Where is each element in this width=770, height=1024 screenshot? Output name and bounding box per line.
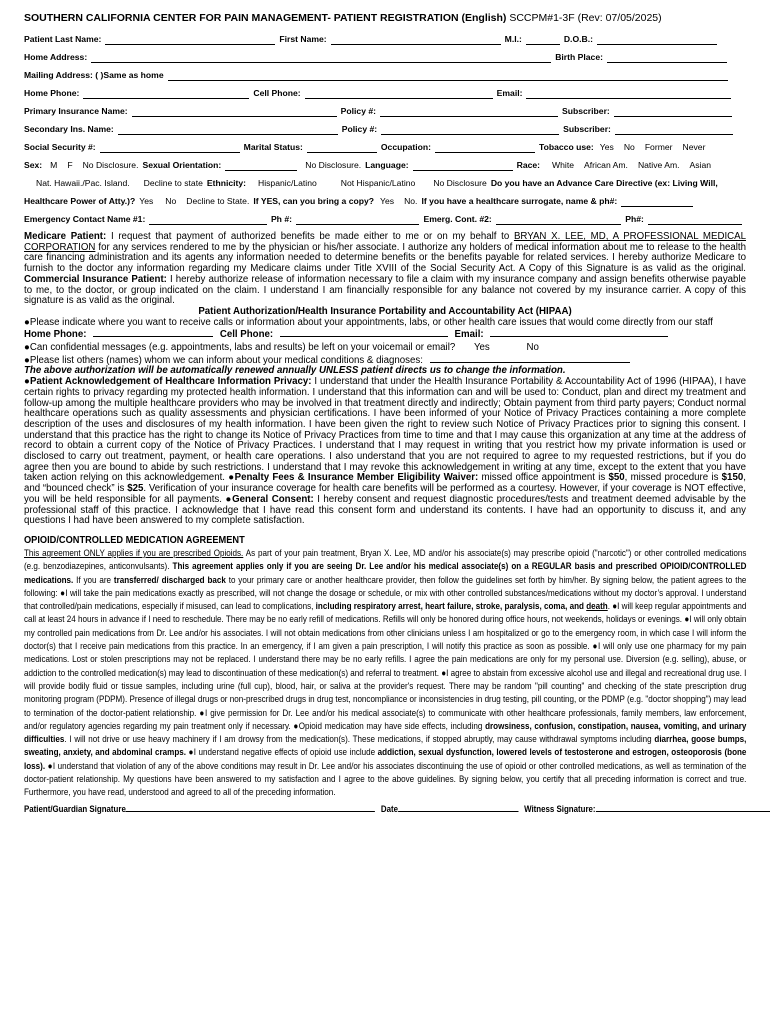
opioid-text-3: to your primary care or another healthcare provider, then follow the guidelines set forth by him/her. By signing below, the patient agrees to the following: ●I will take the pain medications exactly as prescribed, will not change the dosage or schedule, or mix with other controlled substances/medications without my doctor’s approval. I understand that controlled/pain medications, especially if misused, can lead to complications, <box>24 573 747 612</box>
hipaa-ack-paragraph <box>24 377 746 527</box>
opioid-bold-6: addiction, sexual dysfunction, lowered levels of testosterone and estrogen, osteoporosis (bone loss). <box>24 746 747 771</box>
form-code: SCCPM#1-3F (Rev: 07/05/2025) <box>509 12 662 24</box>
secondary-policy-field[interactable] <box>381 124 559 135</box>
marital-label: Marital Status: <box>243 142 303 152</box>
primary-subscriber-label: Subscriber: <box>562 106 610 116</box>
tobacco-no[interactable]: No <box>623 142 635 152</box>
surrogate-label: If you have a healthcare surrogate, name & ph#: <box>421 196 618 206</box>
sex-label: Sex: <box>24 160 43 170</box>
dob-field[interactable] <box>597 34 717 45</box>
row-emergency <box>24 210 746 228</box>
home-address-label: Home Address: <box>24 52 88 62</box>
hipaa-email-label: Email: <box>454 329 484 341</box>
opioid-agreement <box>24 546 746 799</box>
marital-field[interactable] <box>307 142 377 153</box>
row-hcpoa <box>24 192 746 210</box>
sex-m[interactable]: M <box>50 160 58 170</box>
provider-name: BRYAN X. LEE, MD, A PROFESSIONAL MEDICAL CORPORATION <box>24 231 746 253</box>
bring-copy-label: If YES, can you bring a copy? <box>253 196 375 206</box>
occupation-label: Occupation: <box>380 142 432 152</box>
opioid-text-5: . I will not drive or use heavy machinery if I am drowsy from the medication(s). These medications, if stopped abruptly, may cause withdrawal symptoms including <box>64 733 652 745</box>
date-field[interactable] <box>398 801 518 812</box>
opioid-text-2: If you are <box>76 573 112 585</box>
advance-directive-label: Do you have an Advance Care Directive (ex: Living Will, <box>490 178 718 188</box>
row-phones <box>24 84 746 102</box>
fees-text-2: , missed procedure is <box>624 472 719 484</box>
orientation-field[interactable] <box>225 160 297 171</box>
ack-label: ●Patient Acknowledgement of Healthcare Information Privacy: <box>24 376 312 388</box>
fees-text-3: , and “bounced check” is <box>24 472 746 495</box>
secondary-insurance-label: Secondary Ins. Name: <box>24 124 114 134</box>
opioid-text-1: As part of your pain treatment, Bryan X. Lee, MD and/or his associate(s) may prescribe opioid ("narcotic") or other controlled medications (e.g. benzodiazepines, anticonvulsants). <box>24 546 747 572</box>
row-ssn <box>24 138 746 156</box>
race-african-am[interactable]: African Am. <box>583 160 628 170</box>
date-label: Date <box>380 803 399 814</box>
hipaa-heading: Patient Authorization/Health Insurance Portability and Accountability Act (HIPAA) <box>198 305 572 317</box>
primary-policy-field[interactable] <box>380 106 558 117</box>
race-decline[interactable]: Decline to state <box>143 178 203 188</box>
hipaa-home-phone-field[interactable] <box>93 328 213 337</box>
orientation-no-disclosure[interactable]: No Disclosure. <box>305 160 362 170</box>
race-native-am[interactable]: Native Am. <box>637 160 680 170</box>
race-asian[interactable]: Asian <box>689 160 711 170</box>
medicare-label: Medicare Patient: <box>24 231 107 242</box>
secondary-subscriber-label: Subscriber: <box>563 124 611 134</box>
primary-subscriber-field[interactable] <box>614 106 732 117</box>
home-phone-label: Home Phone: <box>24 88 80 98</box>
list-others-field[interactable] <box>430 354 630 363</box>
emergency-ph1-field[interactable] <box>296 214 420 225</box>
witness-signature-label: Witness Signature: <box>524 803 596 814</box>
consent-text: I hereby consent and request diagnostic procedures/tests and treatment deemed advisable by the professional staff of this practice. I acknowledge that I have read this consent form and understand its contents. I have had an opportunity to discuss it, and any questions I had have been answered to my complete satisfaction. <box>24 493 746 527</box>
emergency-contact2-field[interactable] <box>496 214 621 225</box>
tobacco-label: Tobacco use: <box>539 142 594 152</box>
consent-label: ●General Consent: <box>225 493 314 505</box>
emergency-ph2-label: Ph#: <box>625 214 644 224</box>
opioid-text-6: ●I understand negative effects of opioid use include <box>188 746 376 758</box>
bring-copy-yes[interactable]: Yes <box>380 196 395 206</box>
hipaa-email-field[interactable] <box>490 328 668 337</box>
surrogate-field[interactable] <box>621 196 693 207</box>
patient-signature-field[interactable] <box>126 801 375 812</box>
row-secondary-insurance <box>24 120 746 138</box>
bring-copy-no[interactable]: No. <box>404 196 418 206</box>
emergency-contact1-field[interactable] <box>149 214 267 225</box>
fees-text: missed office appointment is <box>481 472 606 484</box>
race-label: Race: <box>516 160 541 170</box>
birth-place-label: Birth Place: <box>555 52 603 62</box>
home-address-field[interactable] <box>91 52 551 63</box>
secondary-insurance-field[interactable] <box>118 124 338 135</box>
list-others-label: ●Please list others (names) whom we can inform about your medical conditions & diagnoses: <box>24 354 423 366</box>
medicare-text: I request that payment of authorized benefits be made either to me or on my behalf to <box>110 231 510 242</box>
row-name <box>24 30 746 48</box>
witness-signature-field[interactable] <box>596 801 770 812</box>
row-mailing <box>24 66 746 84</box>
signature-row <box>24 801 645 814</box>
hipaa-home-phone-label: Home Phone: <box>24 329 87 341</box>
ethnicity-no-disclosure[interactable]: No Disclosure <box>433 178 487 188</box>
orientation-label: Sexual Orientation: <box>142 160 222 170</box>
opioid-text-7: ●I understand that violation of any of the above conditions may result in Dr. Lee and/or his associates discontinuing the use of opioid or other controlled medications, as well as termination of the doctor-patient relationship. My questions have been answered to my satisfaction and I agree to the above guidelines. By signing below, you certify that all preceding information is correct and true. Furthermore, you have read, understood and agreed to all of the preceding information. <box>24 759 747 798</box>
tobacco-yes[interactable]: Yes <box>599 142 614 152</box>
hipaa-section <box>24 307 746 527</box>
email-label: Email: <box>496 88 523 98</box>
tobacco-never[interactable]: Never <box>682 142 706 152</box>
opioid-heading: OPIOID/CONTROLLED MEDICATION AGREEMENT <box>24 533 245 546</box>
fee-missed-procedure: $150 <box>721 472 744 484</box>
primary-insurance-label: Primary Insurance Name: <box>24 106 128 116</box>
hcpoa-decline[interactable]: Decline to State. <box>186 196 250 206</box>
race-pacific-islander[interactable]: Nat. Hawaii./Pac. Island. <box>36 178 130 188</box>
commercial-text: I hereby authorize release of information necessary to file a claim with my insurance company and assign benefits otherwise payable to me, to the doctor, or group indicated on the claim. I understand I am financially responsible for any balance not covered by my insurance carrier. A copy of this signature is as valid as the original. <box>24 273 746 307</box>
email-field[interactable] <box>526 88 731 99</box>
ssn-label: Social Security #: <box>24 142 96 152</box>
hipaa-indicate: ●Please indicate where you want to receive calls or information about your appointments, labs, or other health care issues that would come directly from our staff <box>24 316 713 328</box>
opioid-death: death <box>586 600 608 612</box>
emergency-ph1-label: Ph #: <box>270 214 292 224</box>
fee-missed-appointment: $50 <box>608 472 625 484</box>
confidential-yes[interactable]: Yes <box>473 342 490 354</box>
medicare-section <box>24 232 746 307</box>
birth-place-field[interactable] <box>607 52 727 63</box>
mailing-address-field[interactable] <box>168 70 728 81</box>
fees-label: ●Penalty Fees & Insurance Member Eligibility Waiver: <box>228 472 479 484</box>
first-name-label: First Name: <box>279 34 327 44</box>
secondary-policy-label: Policy #: <box>341 124 378 134</box>
opioid-text-4: . ●I will keep regular appointments and call at least 24 hours in advance if I need to reschedule. There may be no early refill of medications. Refills will only be honored during office hours, not weekends, holidays or evenings. ●I will only obtain my controlled pain medications from Dr. Lee and/or his associates. I will not obtain medications from other clinicians unless I am hospitalized or go to the emergency room, in which case I will inform the doctor(s) that I receive pain medications from this practice. In an emergency, if I am given a pain prescription, I will notify this practice as soon as possible. ●I will only use one pharmacy for my pain medications. Lost or stolen prescriptions may not be replaced. I understand there may be no early refills. I agree the pain medications are only for my personal use. Diversion (e.g. selling), abuse, or addiction to the controlled medication(s) may lead to discontinuation of these medication(s) and referral to treatment. ●I agree to abstain from excessive alcohol use and illegal and recreational drug use. I will provide bodily fluid or tissue samples, including urine (full cup), blood, hair, or saliva at the provider's request. There may be random "pill counting" and checking of the state prescription drug monitoring program (PDPM). Presence of illegal drugs or non-prescribed drugs in drug test, noncompliance or inconsistencies in drug testing, pill counting, or the PDMP (e.g. "doctor shopping") may lead to termination of the doctor-patient relationship. ●I give permission for Dr. Lee and/or his medical associate(s) to communicate with other healthcare professionals, family members, law enforcement, and/or regulatory agencies regarding my pain treatment only if necessary. ●Opioid medication may have side effects, including <box>24 600 747 731</box>
hipaa-cell-phone-field[interactable] <box>280 328 448 337</box>
commercial-label: Commercial Insurance Patient: <box>24 273 167 285</box>
language-label: Language: <box>365 160 409 170</box>
cell-phone-label: Cell Phone: <box>253 88 301 98</box>
tobacco-former[interactable]: Former <box>644 142 673 152</box>
page-title: SOUTHERN CALIFORNIA CENTER FOR PAIN MANAGEMENT- PATIENT REGISTRATION (English) <box>24 12 507 24</box>
ack-text: I understand that under the Health Insurance Portability & Accountability Act of 1996 (HIPAA), I have certain rights to privacy regarding my protected health information. I understand that this information can and will be used to: Conduct, plan and direct my treatment and follow-up among the multiple healthcare providers who may be involved in that treatment directly and indirectly; Obtain payment from third party payers; Conduct normal healthcare operations such as quality assessments and physician certifications. I have been informed of your Notice of Privacy Practices containing a more complete description of the uses and disclosures of my health information. I have been given the right to review such Notice of Privacy Practices prior to signing this consent. I understand that this practice has the right to change its Notice of Privacy Practices from time to time and that I may cause this organization at any time at the address of record to obtain a current copy of the Notice of Privacy Practices. I understand that I may request in writing that you restrict how my private information is used or disclosed to carry out treatment, payment, or health care operations. I also understand that you are not required to agree to my requested restrictions, but if you do agree then you are bound to abide by such restrictions. I understand that I may revoke this acknowledgement in writing at any time, except to the extent that you have taken action relying on this acknowledgement. <box>24 376 746 484</box>
mi-field[interactable] <box>526 34 560 45</box>
medicare-text-2: for any services rendered to me by the physician or his/her associate. I authorize any holders of medical information about me to release to the health care financing administration and its agents any information needed to determine benefits or the benefits payable for related services. I hereby authorize Medicare to furnish to the doctor any information regarding my Medicare claims under Title XVIII of the Social Security Act. A Copy of this Signature is as valid as the original. <box>24 241 746 275</box>
opioid-bold-4: drowsiness, confusion, constipation, nausea, vomiting, and urinary difficulties <box>24 719 747 745</box>
primary-policy-label: Policy #: <box>340 106 377 116</box>
emergency-contact2-label: Emerg. Cont. #2: <box>423 214 492 224</box>
opioid-bold-1: This agreement applies only if you are seeing Dr. Lee and/or his medical associate(s) on a REGULAR basis and prescribed OPIOID/CONTROLLED medications. <box>24 560 747 585</box>
dob-label: D.O.B.: <box>563 34 593 44</box>
occupation-field[interactable] <box>435 142 535 153</box>
hipaa-cell-phone-label: Cell Phone: <box>219 329 274 341</box>
patient-signature-label: Patient/Guardian Signature <box>24 803 126 814</box>
hipaa-contact-row <box>24 328 746 341</box>
mi-label: M.I.: <box>504 34 522 44</box>
sex-f[interactable]: F <box>67 160 73 170</box>
hipaa-confidential-row <box>24 343 746 354</box>
secondary-subscriber-field[interactable] <box>615 124 733 135</box>
first-name-field[interactable] <box>331 34 501 45</box>
ethnicity-not-hispanic[interactable]: Not Hispanic/Latino <box>340 178 416 188</box>
renewal-notice: The above authorization will be automatically renewed annually UNLESS patient directs us to change the information. <box>24 365 566 377</box>
opioid-bold-5: diarrhea, goose bumps, sweating, anxiety, and abdominal cramps. <box>24 733 747 758</box>
ethnicity-label: Ethnicity: <box>206 178 247 188</box>
language-field[interactable] <box>413 160 513 171</box>
emergency-ph2-field[interactable] <box>648 214 742 225</box>
ssn-field[interactable] <box>100 142 240 153</box>
last-name-label: Patient Last Name: <box>24 34 102 44</box>
form-title <box>24 12 746 24</box>
fee-bounced-check: $25 <box>127 483 144 495</box>
opioid-bold-2: transferred/ discharged back <box>113 573 226 585</box>
registration-form <box>24 12 746 814</box>
primary-insurance-field[interactable] <box>132 106 337 117</box>
confidential-question: ●Can confidential messages (e.g. appointments, labs and results) be left on your voicemail or email? <box>24 342 456 354</box>
fees-text-4: . Verification of your insurance coverage for health care benefits will be performed as a courtesy. However, if your coverage is NOT effective, you will be held responsible for all payments. <box>24 483 746 505</box>
opioid-intro: This agreement ONLY applies if you are prescribed Opioids. <box>24 546 244 558</box>
home-phone-field[interactable] <box>83 88 249 99</box>
row-primary-insurance <box>24 102 746 120</box>
confidential-no[interactable]: No <box>526 342 539 354</box>
emergency-contact1-label: Emergency Contact Name #1: <box>24 214 146 224</box>
race-white[interactable]: White <box>552 160 574 170</box>
row-demographics <box>24 156 746 174</box>
opioid-bold-3: including respiratory arrest, heart failure, stroke, paralysis, coma, and <box>315 600 584 612</box>
row-address <box>24 48 746 66</box>
hcpoa-yes[interactable]: Yes <box>139 196 154 206</box>
ethnicity-hispanic[interactable]: Hispanic/Latino <box>258 178 317 188</box>
cell-phone-field[interactable] <box>305 88 493 99</box>
mailing-address-label: Mailing Address: ( )Same as home <box>24 70 164 80</box>
last-name-field[interactable] <box>105 34 275 45</box>
row-ethnicity <box>24 174 746 192</box>
hcpoa-label: Healthcare Power of Atty.)? <box>24 196 136 206</box>
hcpoa-no[interactable]: No <box>165 196 177 206</box>
sex-no-disclosure[interactable]: No Disclosure. <box>82 160 139 170</box>
